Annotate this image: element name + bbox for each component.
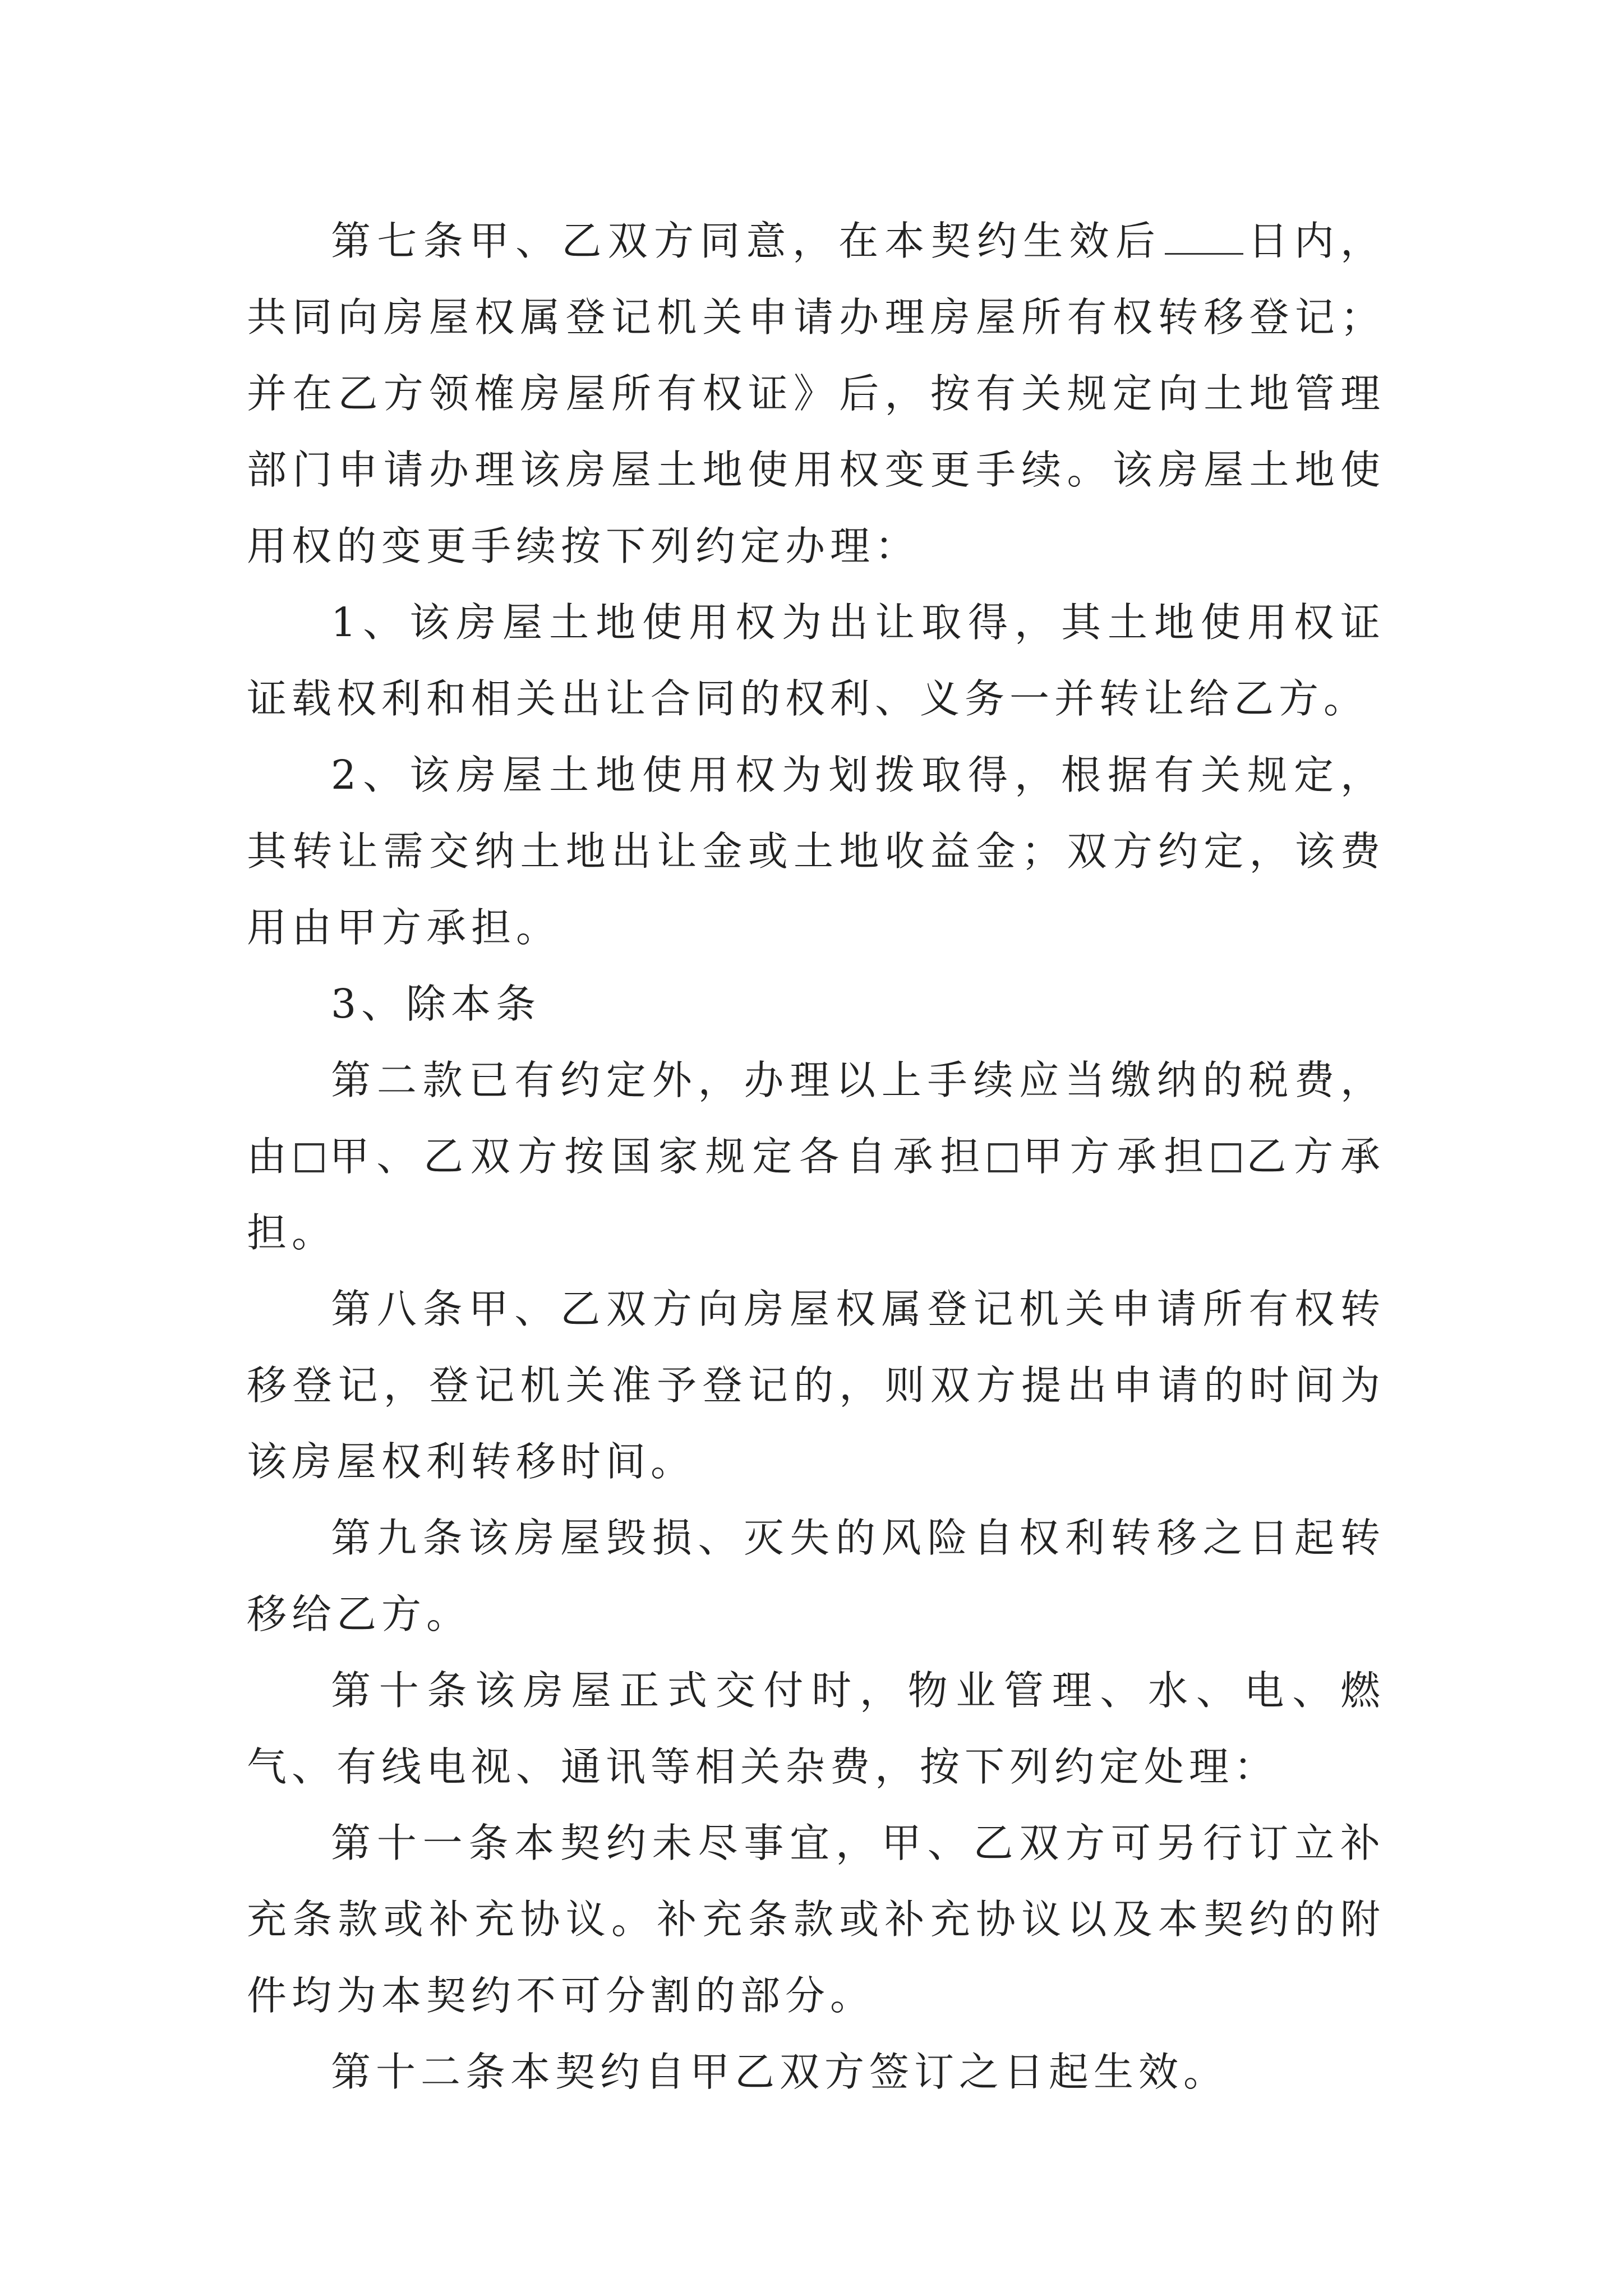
clause-2-text: 第二款已有约定外，办理以上手续应当缴纳的税费，由 xyxy=(247,1057,1385,1180)
article-12-paragraph: 第十二条本契约自甲乙双方签订之日起生效。 xyxy=(331,2049,1229,2095)
article-10-paragraph: 第十条该房屋正式交付时，物业管理、水、电、燃气、有线电视、通讯等相关杂费，按下列约定处理： xyxy=(247,1667,1385,1790)
article-7-paragraph xyxy=(247,203,1385,585)
article-9-paragraph: 第九条该房屋毁损、灭失的风险自权利转移之日起转移给乙方。 xyxy=(247,1515,1385,1637)
article-8-paragraph: 第八条甲、乙双方向房屋权属登记机关申请所有权转移登记，登记机关准予登记的，则双方提出申请的时间为该房屋权利转移时间。 xyxy=(247,1286,1385,1485)
item-3-paragraph: 3、除本条 xyxy=(331,981,541,1027)
article-11-paragraph: 第十一条本契约未尽事宜，甲、乙双方可另行订立补充条款或补充协议。补充条款或补充协议以及本契约的附件均为本契约不可分割的部分。 xyxy=(247,1820,1385,2019)
checkbox-option-a xyxy=(295,1143,324,1172)
option-c-label: 乙方承担。 xyxy=(247,1133,1385,1256)
article-7-text-end: 日内，共同向房屋权属登记机关申请办理房屋所有权转移登记；并在乙方领榷房屋所有权证》后，按有关规定向土地管理部门申请办理该房屋土地使用权变更手续。该房屋土地使用权的变更手续按下列约定办理： xyxy=(247,218,1385,569)
clause-2-paragraph xyxy=(247,1042,1385,1271)
document-body xyxy=(247,203,1385,2110)
checkbox-option-c xyxy=(1212,1143,1241,1172)
article-7-text-start: 第七条甲、乙双方同意，在本契约生效后 xyxy=(331,218,1162,264)
item-1-paragraph: 1、该房屋土地使用权为出让取得，其土地使用权证证载权利和相关出让合同的权利、义务一并转让给乙方。 xyxy=(247,599,1385,722)
option-a-label: 甲、乙双方按国家规定各自承担 xyxy=(327,1133,987,1180)
checkbox-option-b xyxy=(988,1143,1017,1172)
days-blank-field xyxy=(1165,214,1243,255)
item-2-paragraph: 2、该房屋土地使用权为划拨取得，根据有关规定，其转让需交纳土地出让金或土地收益金；双方约定，该费用由甲方承担。 xyxy=(247,752,1385,951)
option-b-label: 甲方承担 xyxy=(1020,1133,1211,1180)
